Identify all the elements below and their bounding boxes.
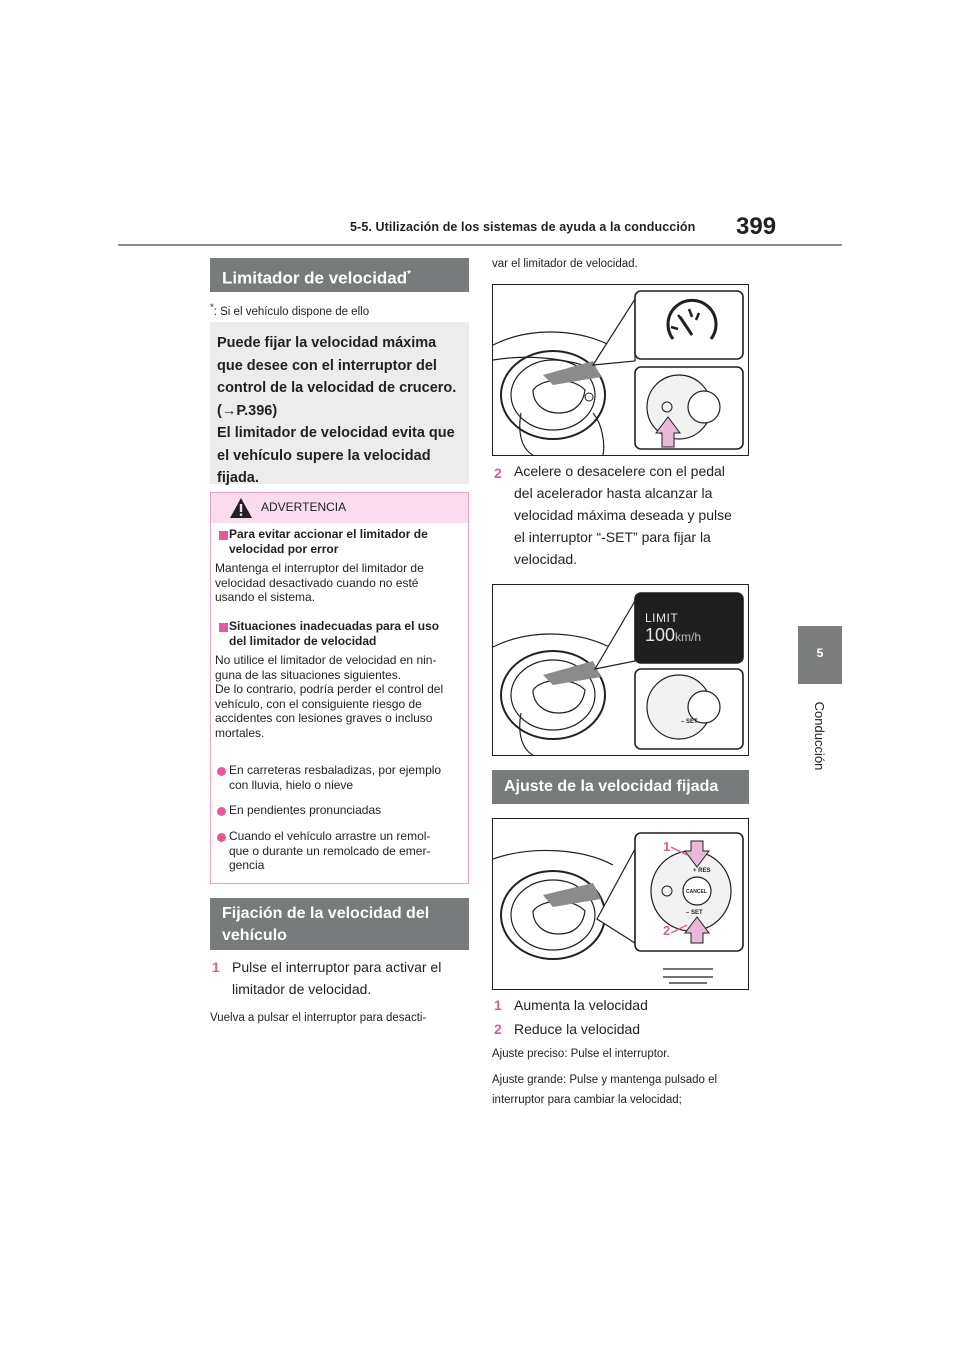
- text-line: Pulse el interruptor para activar el: [232, 959, 442, 975]
- footnote: [210, 302, 369, 318]
- display-limit-label: LIMIT: [645, 611, 679, 625]
- intro-line: el vehículo supere la velocidad: [217, 447, 431, 464]
- text-line: accidentes con lesiones graves o incluso: [215, 711, 433, 725]
- set-label: SET: [691, 910, 703, 916]
- text-line: con lluvia, hielo o nieve: [229, 777, 354, 792]
- text-line: Acelere o desacelere con el pedal: [514, 463, 725, 479]
- text-line: Cuando el vehículo arrastre un remol-: [229, 829, 431, 843]
- text-line: Situaciones inadecuadas para el uso: [229, 619, 440, 633]
- set-switch-label: – SET: [686, 910, 703, 916]
- text-line: Para evitar accionar el limitador de: [229, 527, 428, 541]
- round-bullet-icon: [217, 833, 226, 842]
- text-line: De lo contrario, podría perder el control del: [215, 682, 444, 696]
- header-rule: [118, 244, 842, 246]
- callout-2: 2: [663, 923, 671, 938]
- footnote-mark: *: [210, 302, 214, 313]
- text-line: el interruptor “-SET” para fijar la: [514, 529, 711, 545]
- step-number: [494, 462, 502, 484]
- section-heading-text: vehículo: [222, 927, 287, 944]
- section-heading-limiter: [210, 258, 469, 292]
- intro-line: Puede fijar la velocidad máxima: [217, 335, 437, 351]
- res-label: RES: [698, 868, 711, 874]
- intro-line: fijada.: [217, 470, 259, 486]
- res-switch-label: + RES: [693, 868, 711, 874]
- step-note: Vuelva a pulsar el interruptor para desacti-: [210, 1012, 427, 1024]
- square-bullet-icon: [219, 531, 228, 540]
- item-text: Reduce la velocidad: [514, 1021, 641, 1037]
- warning-body: [215, 653, 443, 740]
- square-bullet-icon: [219, 623, 228, 632]
- item-num: 2: [494, 1021, 502, 1037]
- intro-line: El limitador de velocidad evita que: [217, 425, 455, 441]
- warning-bullet: [229, 803, 381, 818]
- text-line: limitador de velocidad.: [232, 981, 372, 997]
- text-line: No utilice el limitador de velocidad en nin-: [215, 653, 437, 667]
- step-number: [212, 956, 220, 978]
- adjust-note: Ajuste preciso: Pulse el interruptor.: [492, 1048, 670, 1060]
- section-heading-adjust: Ajuste de la velocidad fijada: [492, 770, 749, 804]
- text-line: vehículo, con el consiguiente riesgo de: [215, 696, 422, 711]
- warning-subtitle: [229, 619, 439, 648]
- display-speed: [645, 625, 701, 646]
- figure-res-set-switch: [492, 818, 749, 990]
- set-switch-label: – SET: [681, 719, 698, 725]
- text-line: Mantenga el interruptor del limitador de: [215, 561, 424, 575]
- step-num: 2: [494, 465, 502, 481]
- display-speed-value: 100: [645, 625, 676, 645]
- text-line: velocidad máxima deseada y pulse: [514, 507, 732, 523]
- running-header: 5-5. Utilización de los sistemas de ayuda a la conducción: [350, 220, 696, 234]
- page-number: 399: [736, 213, 777, 240]
- item-number: [494, 1018, 502, 1040]
- section-heading-text: Fijación de la velocidad del: [222, 905, 430, 922]
- section-heading-fix: [210, 898, 469, 950]
- intro-page-ref[interactable]: (→P.396): [217, 402, 278, 419]
- figure-limit-display: [492, 584, 749, 756]
- text-line: mortales.: [215, 725, 265, 740]
- intro-line: control de la velocidad de crucero.: [217, 380, 457, 396]
- step-num: 1: [212, 959, 220, 975]
- warning-bullet: [229, 829, 430, 873]
- text-line: velocidad desactivado cuando no esté: [215, 575, 419, 590]
- step-text: [232, 956, 441, 1000]
- warning-box: [210, 492, 469, 884]
- text-line: que o durante un remolcado de emer-: [229, 843, 431, 858]
- text-line: interruptor para cambiar la velocidad;: [492, 1094, 682, 1106]
- steering-illustration: [493, 585, 748, 755]
- footnote-mark: *: [407, 269, 412, 280]
- figure-limiter-switch: [492, 284, 749, 456]
- text-line: velocidad por error: [229, 541, 339, 556]
- round-bullet-icon: [217, 807, 226, 816]
- warning-header: [211, 493, 468, 523]
- adjust-note: [492, 1070, 717, 1110]
- intro-box: [210, 322, 469, 484]
- set-label: SET: [686, 719, 698, 725]
- chapter-label: Conducción: [812, 701, 827, 771]
- text-line: Ajuste grande: Pulse y mantenga pulsado el: [492, 1074, 718, 1086]
- step-text: [514, 460, 732, 570]
- intro-line: que desee con el interruptor del: [217, 357, 437, 374]
- section-heading-text: Limitador de velocidad: [222, 268, 408, 288]
- text-line: del acelerador hasta alcanzar la: [514, 485, 713, 501]
- warning-subtitle: [229, 527, 428, 556]
- text-line: guna de las situaciones siguientes.: [215, 667, 402, 682]
- text-line: velocidad.: [514, 551, 578, 567]
- cancel-switch-label: CANCEL: [686, 889, 707, 895]
- item-text: Aumenta la velocidad: [514, 997, 648, 1013]
- text-line: gencia: [229, 858, 265, 872]
- warning-bullet: [229, 763, 441, 792]
- steering-illustration: [493, 819, 748, 989]
- callout-1: 1: [663, 839, 671, 854]
- display-speed-unit: km/h: [675, 630, 702, 644]
- item-number: [494, 994, 502, 1016]
- step-note-cont: var el limitador de velocidad.: [492, 258, 638, 270]
- chapter-tab-number: 5: [816, 646, 824, 660]
- text-line: En carreteras resbaladizas, por ejemplo: [229, 763, 442, 777]
- footnote-text: : Si el vehículo dispone de ello: [213, 305, 370, 318]
- text-line: del limitador de velocidad: [229, 633, 377, 648]
- warning-body: [215, 561, 424, 605]
- text-line: En pendientes pronunciadas: [229, 803, 382, 817]
- item-num: 1: [494, 997, 502, 1013]
- text-line: usando el sistema.: [215, 590, 316, 604]
- warning-title: ADVERTENCIA: [261, 500, 347, 514]
- round-bullet-icon: [217, 767, 226, 776]
- steering-illustration: [493, 285, 748, 455]
- warning-triangle-icon: [229, 497, 253, 519]
